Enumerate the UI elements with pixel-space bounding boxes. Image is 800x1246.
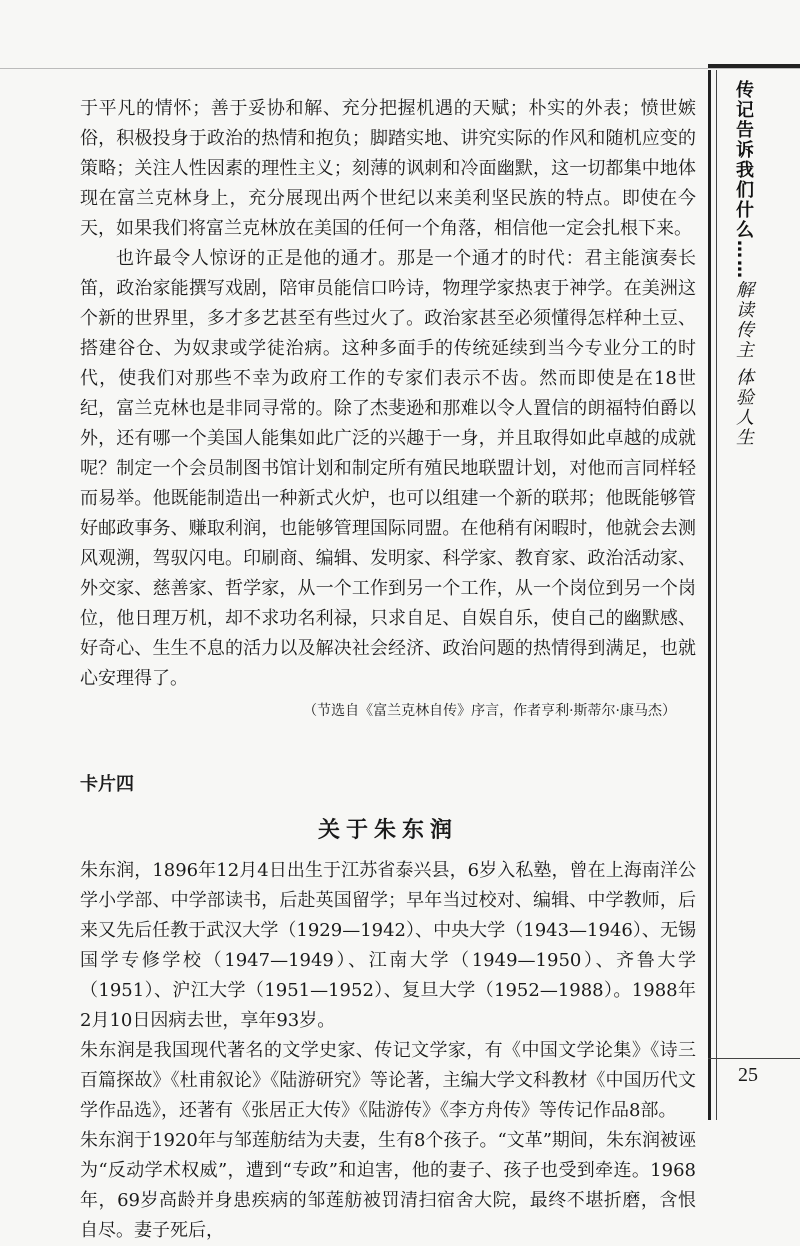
body-paragraph: 于平凡的情怀；善于妥协和解、充分把握机遇的天赋；朴实的外表；愤世嫉俗，积极投身于政治的热情和抱负；脚踏实地、讲究实际的作风和随机应变的策略；关注人性因素的理性主义；刻薄的讽刺和冷面幽默，这一切都集中地体现在富兰克林身上，充分展现出两个世纪以来美利坚民族的特点。即使在今天，如果我们将富兰克林放在美国的任何一个角落，相信他一定会扎根下来。 xyxy=(80,98,696,239)
card-paragraph: 朱东润于1920年与邹莲舫结为夫妻，生有8个孩子。“文革”期间，朱东润被诬为“反动学术权威”，遭到“专政”和迫害，他的妻子、孩子也受到牵连。1968年，69岁高龄并身患疾病的邹莲舫被罚清扫宿舍大院，最终不堪折磨，含恨自尽。妻子死后， xyxy=(80,1130,696,1241)
running-title-sub: 解读传主 体验人生 xyxy=(733,280,754,448)
sidebar-rule xyxy=(708,70,711,1120)
body-paragraph: 也许最令人惊讶的正是他的通才。那是一个通才的时代：君主能演奏长笛，政治家能撰写戏剧，陪审员能信口吟诗，物理学家热衷于神学。在美洲这个新的世界里，多才多艺甚至有些过火了。政治家甚至必须懂得怎样种土豆、搭建谷仓、为奴隶或学徒治病。这种多面手的传统延续到当今专业分工的时代，使我们对那些不幸为政府工作的专家们表示不齿。然而即使是在18世纪，富兰克林也是非同寻常的。除了杰斐逊和那难以令人置信的朗福特伯爵以外，还有哪一个美国人能集如此广泛的兴趣于一身，并且取得如此卓越的成就呢？制定一个会员制图书馆计划和制定所有殖民地联盟计划，对他而言同样轻而易举。他既能制造出一种新式火炉，也可以组建一个新的联邦；他既能够管好邮政事务、赚取利润，也能够管理国际同盟。在他稍有闲暇时，他就会去测风观溯，驾驭闪电。印刷商、编辑、发明家、科学家、教育家、政治活动家、外交家、慈善家、哲学家，从一个工作到另一个工作，从一个岗位到另一个岗位，他日理万机，却不求功名利禄，只求自足、自娱自乐，使自己的幽默感、好奇心、生生不息的活力以及解决社会经济、政治问题的热情得到满足，也就心安理得了。 xyxy=(80,248,696,689)
sidebar-top-bar xyxy=(708,64,800,68)
page-number: 25 xyxy=(738,1064,758,1086)
card-label: 卡片四 xyxy=(80,774,134,795)
card-paragraph: 朱东润，1896年12月4日出生于江苏省泰兴县，6岁入私塾，曾在上海南洋公学小学部、中学部读书，后赴英国留学；早年当过校对、编辑、中学教师，后来又先后任教于武汉大学（1929—1942）、中央大学（1943—1946）、无锡国学专修学校（1947—1949）、江南大学（1949—1950）、齐鲁大学（1951）、沪江大学（1951—1952）、复旦大学（1952—1988）。1988年2月10日因病去世，享年93岁。 xyxy=(80,860,696,1031)
card-title: 关于朱东润 xyxy=(317,818,458,843)
header-rule xyxy=(0,68,800,69)
page-body xyxy=(80,94,696,1246)
source-note: （节选自《富兰克林自传》序言，作者亨利·斯蒂尔·康马杰） xyxy=(303,703,676,719)
card-paragraph: 朱东润是我国现代著名的文学史家、传记文学家，有《中国文学论集》《诗三百篇探故》《杜甫叙论》《陆游研究》等论著，主编大学文科教材《中国历代文学作品选》，还著有《张居正大传》《陆游传》《李方舟传》等传记作品8部。 xyxy=(80,1040,696,1121)
page-number-rule xyxy=(708,1058,800,1059)
sidebar-rule-thin xyxy=(716,70,717,1120)
running-title-main: 传记告诉我们什么…… xyxy=(733,80,754,280)
running-title xyxy=(728,80,756,448)
